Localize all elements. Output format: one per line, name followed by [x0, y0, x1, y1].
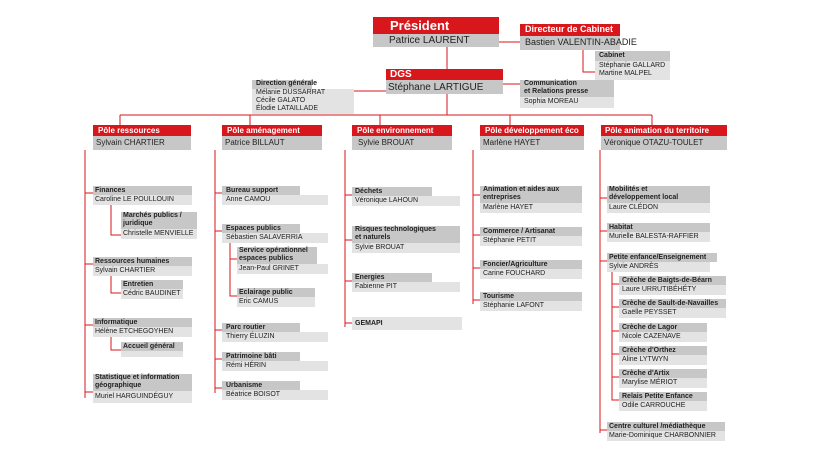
- dgs-header: [386, 69, 503, 80]
- pole-ressources-body: [93, 136, 191, 150]
- mobilites-title-1: Mobilités et: [609, 186, 648, 193]
- pole-amenagement-name: Patrice BILLAUT: [225, 138, 285, 147]
- eclairage-name: Eric CAMUS: [239, 298, 279, 305]
- patrimoine-header: [222, 352, 300, 361]
- urbanisme-body: [222, 390, 328, 400]
- eclairage-body: [237, 297, 315, 307]
- commerce-body: [480, 236, 582, 246]
- creche-sault-body: [619, 308, 726, 318]
- creche-baigts-header: [619, 276, 726, 285]
- creche-baigts-name: Laure URRUTIBÉHÉTY: [622, 286, 697, 293]
- creche-orthez-name: Aline LYTWYN: [622, 356, 669, 363]
- risques-header: [352, 226, 460, 243]
- petite-enfance-header: [607, 253, 717, 262]
- cabinet-name-2: Martine MALPEL: [599, 70, 652, 77]
- risques-title-1: Risques technologiques: [355, 226, 436, 233]
- pole-developpement-body: [480, 136, 584, 150]
- rh-title: Ressources humaines: [95, 258, 170, 265]
- creche-sault-title: Crèche de Sault-de-Navailles: [622, 300, 719, 307]
- service-operationnel-title-2: espaces publics: [239, 255, 294, 262]
- service-operationnel-name: Jean-Paul GRINET: [239, 265, 299, 272]
- informatique-name: Hélène ETCHEGOYHEN: [95, 328, 174, 335]
- accueil-title: Accueil général: [123, 343, 175, 350]
- patrimoine-body: [222, 361, 328, 371]
- creche-lagor-name: Nicole CAZENAVE: [622, 333, 681, 340]
- statistique-body: [93, 391, 192, 403]
- directeur-cabinet-name: Bastien VALENTIN-ABADIE: [525, 37, 637, 47]
- pole-amenagement-title: Pôle aménagement: [227, 126, 300, 135]
- president-title: Président: [390, 18, 450, 33]
- pole-ressources-title: Pôle ressources: [98, 126, 160, 135]
- creche-baigts-title: Crèche de Baigts-de-Béarn: [622, 277, 712, 284]
- direction-generale-title: Direction générale: [256, 80, 318, 87]
- statistique-title-2: géographique: [95, 382, 142, 389]
- urbanisme-name: Béatrice BOISOT: [226, 391, 281, 398]
- patrimoine-name: Rémi HÉRIN: [226, 362, 267, 369]
- patrimoine-title: Patrimoine bâti: [226, 353, 277, 360]
- cabinet-body: [595, 61, 670, 80]
- pole-animation-name: Véronique OTAZU-TOULET: [604, 138, 704, 147]
- marches-header: [121, 212, 197, 229]
- animation-aides-name: Marlène HAYET: [483, 204, 534, 211]
- relais-body: [619, 401, 707, 411]
- pole-ressources-name: Sylvain CHARTIER: [96, 138, 165, 147]
- marches-title-1: Marchés publics /: [123, 212, 182, 219]
- creche-artix-header: [619, 369, 707, 378]
- tourisme-header: [480, 292, 582, 301]
- direction-generale-name-2: Cécile GALATO: [256, 97, 306, 104]
- dechets-header: [352, 187, 432, 196]
- creche-baigts-body: [619, 285, 726, 295]
- parc-routier-title: Parc routier: [226, 324, 266, 331]
- pole-animation-title: Pôle animation du territoire: [605, 126, 710, 135]
- entretien-name: Cédric BAUDINET: [123, 290, 181, 297]
- statistique-name: Muriel HARGUINDÉGUY: [95, 393, 174, 400]
- pole-environnement-name: Sylvie BROUAT: [358, 138, 415, 147]
- rh-name: Sylvain CHARTIER: [95, 267, 156, 274]
- communication-title-2: et Relations presse: [524, 88, 589, 95]
- relais-header: [619, 392, 707, 401]
- statistique-title-1: Statistique et information: [95, 374, 180, 381]
- president-header: [373, 17, 499, 34]
- pole-developpement-header: [480, 125, 584, 136]
- centre-culturel-title: Centre culturel /médiathèque: [609, 423, 706, 430]
- mobilites-title-2: développement local: [609, 194, 679, 201]
- informatique-body: [93, 327, 192, 337]
- direction-generale-name-1: Mélanie DUSSARRAT: [256, 89, 326, 96]
- urbanisme-header: [222, 381, 300, 390]
- creche-lagor-header: [619, 323, 707, 332]
- communication-header: [520, 80, 614, 97]
- accueil-header: [121, 342, 183, 351]
- dechets-body: [352, 196, 460, 206]
- marches-body: [121, 229, 197, 239]
- parc-routier-name: Thierry ÉLUZIN: [226, 333, 275, 340]
- finances-name: Caroline LE POULLOUIN: [95, 196, 174, 203]
- dgs-title: DGS: [390, 69, 412, 80]
- mobilites-body: [607, 203, 710, 213]
- eclairage-title: Eclairage public: [239, 289, 293, 296]
- cabinet-title: Cabinet: [599, 52, 625, 59]
- energies-title: Energies: [355, 274, 385, 281]
- risques-body: [352, 243, 460, 253]
- creche-lagor-title: Crèche de Lagor: [622, 324, 678, 331]
- statistique-header: [93, 374, 192, 391]
- commerce-header: [480, 227, 582, 236]
- habitat-name: Murielle BALESTA-RAFFIER: [609, 233, 699, 240]
- direction-generale-body: [252, 89, 354, 114]
- directeur-cabinet-body: [520, 36, 637, 50]
- creche-orthez-header: [619, 346, 707, 355]
- rh-header: [93, 257, 192, 266]
- parc-routier-header: [222, 323, 300, 332]
- espaces-publics-header: [222, 224, 300, 233]
- espaces-publics-body: [222, 233, 328, 243]
- energies-body: [352, 282, 460, 292]
- tourisme-body: [480, 301, 582, 311]
- marches-title-2: juridique: [123, 220, 153, 227]
- foncier-body: [480, 269, 582, 279]
- relais-name: Odile CARROUCHE: [622, 402, 686, 409]
- dgs-body: [386, 80, 503, 94]
- animation-aides-body: [480, 203, 582, 213]
- centre-culturel-name: Marie-Dominique CHARBONNIER: [609, 432, 716, 439]
- habitat-body: [607, 232, 710, 242]
- pole-environnement-title: Pôle environnement: [357, 126, 434, 135]
- animation-aides-title-2: entreprises: [483, 194, 521, 201]
- foncier-name: Carine FOUCHARD: [483, 270, 546, 277]
- petite-enfance-title: Petite enfance/Enseignement: [609, 254, 707, 261]
- pole-environnement-body: [352, 136, 452, 150]
- communication-title-1: Communication: [524, 80, 577, 87]
- habitat-title: Habitat: [609, 224, 633, 231]
- cabinet-header: [595, 51, 670, 61]
- directeur-cabinet-title: Directeur de Cabinet: [525, 24, 614, 34]
- entretien-body: [121, 289, 183, 299]
- creche-sault-name: Gaëlle PEYSSET: [622, 309, 677, 316]
- dgs-name: Stéphane LARTIGUE: [388, 82, 484, 93]
- communication-body: [520, 97, 614, 108]
- pole-ressources-header: [93, 125, 191, 136]
- petite-enfance-name: Sylvie ANDRÈS: [609, 263, 659, 270]
- pole-amenagement-body: [222, 136, 322, 150]
- creche-orthez-body: [619, 355, 707, 365]
- energies-name: Fabienne PIT: [355, 283, 398, 290]
- creche-lagor-body: [619, 332, 707, 342]
- pole-amenagement-header: [222, 125, 322, 136]
- bureau-support-name: Anne CAMOU: [226, 196, 271, 203]
- energies-header: [352, 273, 432, 282]
- dechets-title: Déchets: [355, 188, 383, 195]
- tourisme-name: Stéphanie LAFONT: [483, 302, 545, 309]
- entretien-header: [121, 280, 183, 289]
- service-operationnel-title-1: Service opérationnel: [239, 247, 308, 254]
- dechets-name: Véronique LAHOUN: [355, 197, 419, 204]
- espaces-publics-title: Espaces publics: [226, 225, 281, 232]
- centre-culturel-body: [607, 431, 725, 441]
- pole-animation-header: [601, 125, 727, 136]
- marches-name: Christelle MENVIELLE: [123, 230, 194, 237]
- petite-enfance-body: [607, 262, 710, 272]
- animation-aides-header: [480, 186, 582, 203]
- direction-generale-header: [252, 80, 318, 89]
- finances-header: [93, 186, 192, 195]
- pole-environnement-header: [352, 125, 452, 136]
- creche-sault-header: [619, 299, 726, 308]
- creche-artix-body: [619, 378, 707, 388]
- risques-name: Sylvie BROUAT: [355, 244, 405, 251]
- habitat-header: [607, 223, 710, 232]
- creche-artix-name: Marylise MÉRIOT: [622, 379, 678, 386]
- centre-culturel-header: [607, 422, 725, 431]
- service-operationnel-header: [237, 247, 317, 264]
- pole-developpement-name: Marlène HAYET: [483, 138, 541, 147]
- finances-title: Finances: [95, 187, 126, 194]
- commerce-title: Commerce / Artisanat: [483, 228, 556, 235]
- cabinet-name-1: Stéphanie GALLARD: [599, 62, 666, 69]
- president-name: Patrice LAURENT: [389, 35, 470, 46]
- rh-body: [93, 266, 192, 276]
- informatique-header: [93, 318, 192, 327]
- accueil-body: [121, 351, 183, 357]
- risques-title-2: et naturels: [355, 234, 391, 241]
- entretien-title: Entretien: [123, 281, 154, 288]
- animation-aides-title-1: Animation et aides aux: [483, 186, 560, 193]
- tourisme-title: Tourisme: [483, 293, 514, 300]
- direction-generale-name-3: Élodie LATAILLADE: [256, 105, 318, 112]
- finances-body: [93, 195, 192, 205]
- bureau-support-body: [222, 195, 328, 205]
- urbanisme-title: Urbanisme: [226, 382, 263, 389]
- relais-title: Relais Petite Enfance: [622, 393, 693, 400]
- directeur-cabinet-header: [520, 24, 620, 36]
- communication-name: Sophia MOREAU: [524, 98, 579, 105]
- pole-developpement-title: Pôle développement éco: [485, 126, 579, 135]
- bureau-support-title: Bureau support: [226, 187, 279, 194]
- informatique-title: Informatique: [95, 319, 138, 326]
- mobilites-header: [607, 186, 710, 203]
- gemapi-box: [352, 317, 462, 330]
- pole-animation-body: [601, 136, 727, 150]
- commerce-name: Stéphanie PETIT: [483, 237, 537, 244]
- bureau-support-header: [222, 186, 300, 195]
- parc-routier-body: [222, 332, 328, 342]
- service-operationnel-body: [237, 264, 328, 274]
- gemapi-title: GEMAPI: [355, 320, 383, 327]
- creche-artix-title: Crèche d'Artix: [622, 370, 670, 377]
- eclairage-header: [237, 288, 315, 297]
- president-body: [373, 34, 499, 47]
- mobilites-name: Laure CLÉDON: [609, 204, 659, 211]
- foncier-title: Foncier/Agriculture: [483, 261, 548, 268]
- espaces-publics-name: Sébastien SALAVERRIA: [226, 234, 303, 241]
- foncier-header: [480, 260, 582, 269]
- creche-orthez-title: Crèche d'Orthez: [622, 347, 676, 354]
